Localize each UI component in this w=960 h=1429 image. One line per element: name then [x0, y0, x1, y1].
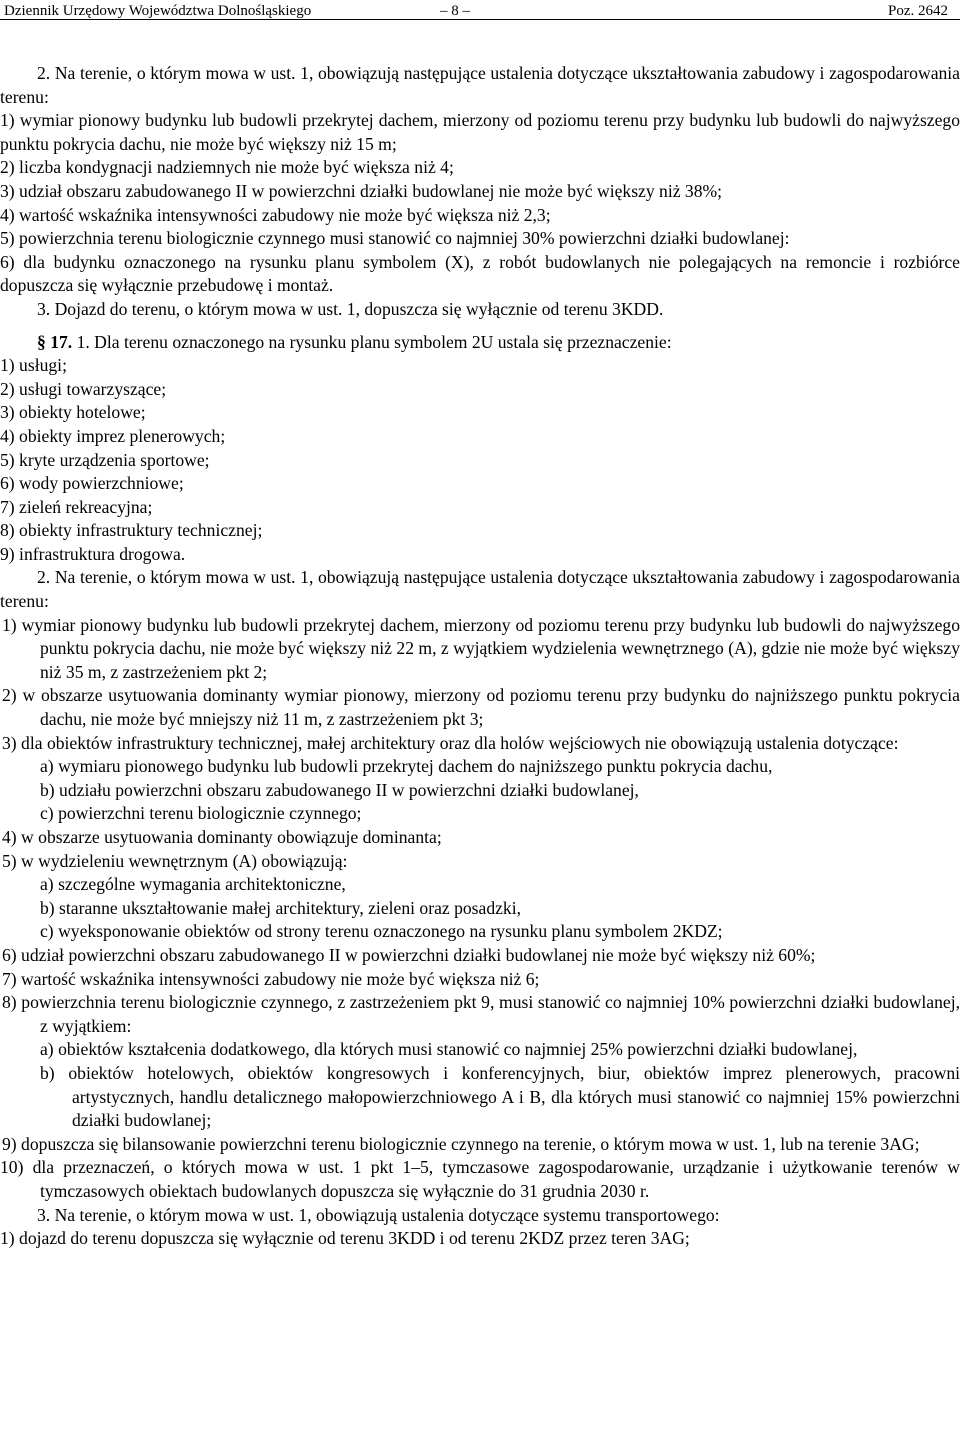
section-heading: [0, 331, 960, 355]
list-item: 6) udział powierzchni obszaru zabudowanego II w powierzchni działki budowlanej nie może być większy niż 60%;: [2, 944, 816, 965]
list-item: 3) obiekty hotelowe;: [0, 402, 146, 423]
journal-title: Dziennik Urzędowy Województwa Dolnośląskiego: [4, 3, 312, 19]
sub-item: b) udziału powierzchni obszaru zabudowanego II w powierzchni działki budowlanej,: [40, 779, 639, 800]
list-item: 4) obiekty imprez plenerowych;: [0, 425, 226, 446]
sub-item: b) obiektów hotelowych, obiektów kongresowych i konferencyjnych, biur, obiektów imprez plenerowych, pracowni artystycznych, handlu detalicznego małopowierzchniowego A i B, dla których musi stanowić co najmniej 15% powierzchni działki budowlanej;: [40, 1062, 960, 1131]
list-item: 8) obiekty infrastruktury technicznej;: [0, 520, 263, 541]
list-item: 1) usługi;: [0, 355, 67, 376]
section-number: § 17.: [37, 331, 73, 352]
list-item: 1) dojazd do terenu dopuszcza się wyłącznie od terenu 3KDD i od terenu 2KDZ przez teren 3AG;: [0, 1228, 690, 1249]
list-item: 2) w obszarze usytuowania dominanty wymiar pionowy, mierzony od poziomu terenu przy budynku do najniższego punktu pokrycia dachu, nie może być mniejszy niż 11 m, z zastrzeżeniem pkt 3;: [2, 685, 960, 730]
list-item: 1) wymiar pionowy budynku lub budowli przekrytej dachem, mierzony od poziomu terenu przy budynku lub budowli do najwyższego punktu pokrycia dachu, nie może być większy niż 22 m, z wyjątkiem wydzielenia wewnętrznego (A), gdzie nie może być większy niż 35 m, z zastrzeżeniem pkt 2;: [2, 614, 960, 682]
list-item: 7) zieleń rekreacyjna;: [0, 496, 153, 517]
list-item: 5) kryte urządzenia sportowe;: [0, 449, 210, 470]
page-header: [0, 0, 960, 22]
list-item: 6) wody powierzchniowe;: [0, 473, 184, 494]
sub-item: a) obiektów kształcenia dodatkowego, dla których musi stanowić co najmniej 25% powierzchni działki budowlanej,: [40, 1039, 858, 1060]
paragraph: 3. Dojazd do terenu, o którym mowa w ust. 1, dopuszcza się wyłącznie od terenu 3KDD.: [37, 298, 664, 319]
list-item: 1) wymiar pionowy budynku lub budowli przekrytej dachem, mierzony od poziomu terenu przy budynku lub budowli do najwyższego punktu pokrycia dachu, nie może być większy niż 15 m;: [0, 110, 960, 154]
list-item: 7) wartość wskaźnika intensywności zabudowy nie może być większa niż 6;: [2, 968, 540, 989]
list-item: 3) udział obszaru zabudowanego II w powierzchni działki budowlanej nie może być większy niż 38%;: [0, 180, 723, 201]
header-rule: [0, 19, 960, 20]
list-item: 2) liczba kondygnacji nadziemnych nie może być większa niż 4;: [0, 157, 454, 178]
list-item: 4) w obszarze usytuowania dominanty obowiązuje dominanta;: [2, 827, 442, 847]
sub-item: a) wymiaru pionowego budynku lub budowli przekrytej dachem do najniższego punktu pokrycia dachu,: [40, 756, 773, 777]
sub-item: c) powierzchni terenu biologicznie czynnego;: [40, 803, 362, 824]
list-item: 6) dla budynku oznaczonego na rysunku planu symbolem (X), z robót budowlanych nie polegających na remoncie i rozbiórce dopuszcza się wyłącznie przebudowę i montaż.: [0, 251, 960, 296]
sub-item: c) wyeksponowanie obiektów od strony terenu oznaczonego na rysunku planu symbolem 2KDZ;: [40, 921, 723, 942]
document-body: [0, 62, 960, 1251]
sub-item: a) szczególne wymagania architektoniczne,: [40, 874, 346, 895]
list-item: 3) dla obiektów infrastruktury technicznej, małej architektury oraz dla holów wejściowych nie obowiązują ustalenia dotyczące:: [2, 732, 899, 753]
page-number: – 8 –: [440, 3, 470, 19]
list-item: 5) powierzchnia terenu biologicznie czynnego musi stanowić co najmniej 30% powierzchni działki budowlanej:: [0, 228, 790, 249]
list-item: 4) wartość wskaźnika intensywności zabudowy nie może być większa niż 2,3;: [0, 204, 551, 225]
list-item: 9) dopuszcza się bilansowanie powierzchni terenu biologicznie czynnego na terenie, o którym mowa w ust. 1, lub na terenie 3AG;: [2, 1133, 920, 1154]
list-item: 10) dla przeznaczeń, o których mowa w ust. 1 pkt 1–5, tymczasowe zagospodarowanie, urządzanie i użytkowanie terenów w tymczasowych obiektach budowlanych dopuszcza się wyłącznie do 31 grudnia 2030 r.: [0, 1157, 960, 1201]
list-item: 8) powierzchnia terenu biologicznie czynnego, z zastrzeżeniem pkt 9, musi stanowić co najmniej 10% powierzchni działki budowlanej, z wyjątkiem:: [2, 992, 960, 1036]
paragraph: 2. Na terenie, o którym mowa w ust. 1, obowiązują następujące ustalenia dotyczące ukształtowania zabudowy i zagospodarowania terenu:: [0, 567, 960, 612]
paragraph: 2. Na terenie, o którym mowa w ust. 1, obowiązują następujące ustalenia dotyczące ukształtowania zabudowy i zagospodarowania terenu:: [0, 63, 960, 107]
position-number: Poz. 2642: [888, 3, 948, 19]
list-item: 2) usługi towarzyszące;: [0, 378, 167, 399]
list-item: 9) infrastruktura drogowa.: [0, 543, 186, 564]
list-item: 5) w wydzieleniu wewnętrznym (A) obowiązują:: [2, 850, 348, 871]
paragraph: 3. Na terenie, o którym mowa w ust. 1, obowiązują ustalenia dotyczące systemu transportowego:: [37, 1204, 720, 1225]
section-intro: 1. Dla terenu oznaczonego na rysunku planu symbolem 2U ustala się przeznaczenie:: [72, 331, 672, 352]
sub-item: b) staranne ukształtowanie małej architektury, zieleni oraz posadzki,: [40, 897, 522, 918]
